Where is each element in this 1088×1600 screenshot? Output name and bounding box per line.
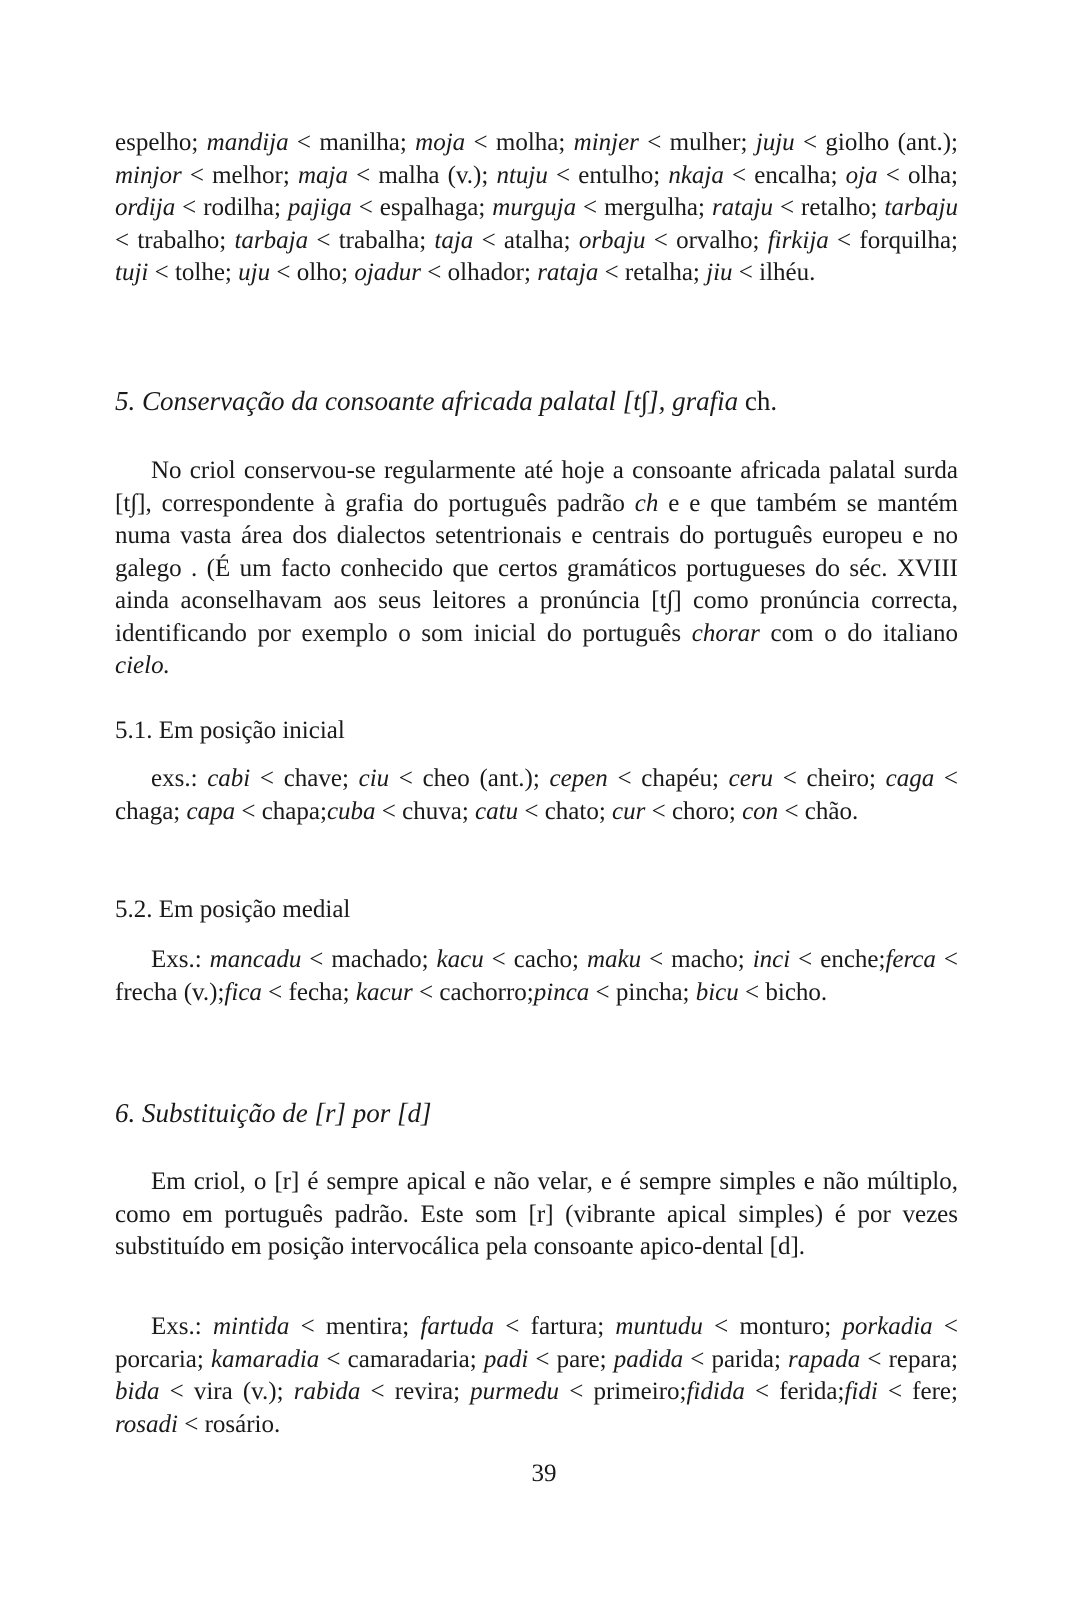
text-run: < primeiro;: [559, 1378, 687, 1405]
text-run: < chave;: [250, 765, 359, 792]
italic-term: jiu: [706, 259, 733, 286]
text-run: < porcaria;: [115, 1313, 958, 1373]
subsection-heading-5-1: 5.1. Em posição inicial: [115, 717, 345, 744]
text-run: Exs.:: [151, 1313, 213, 1340]
text-run: Exs.:: [151, 946, 210, 973]
italic-term: ch: [634, 489, 659, 517]
text-run: < pincha;: [589, 978, 696, 1006]
text-run: < vira (v.);: [159, 1378, 294, 1405]
italic-term: kacur: [355, 978, 413, 1006]
italic-term: catu: [475, 797, 519, 825]
italic-term: tarbaju: [884, 194, 958, 221]
italic-term: rataja: [537, 259, 599, 286]
italic-term: maku: [586, 946, 642, 973]
text-run: < manilha;: [288, 129, 416, 156]
text-run: < chão.: [778, 797, 859, 825]
italic-term: tarbaja: [234, 226, 309, 254]
paragraph-examples-medial: [115, 944, 958, 1009]
italic-term: bida: [115, 1378, 160, 1405]
italic-term: ordija: [115, 194, 176, 221]
text-run: espelho;: [115, 129, 207, 156]
text-run: < chapéu;: [607, 765, 729, 792]
text-run: < chaga;: [115, 765, 958, 825]
text-run: < malha (v.);: [347, 161, 497, 189]
text-run: < olho;: [270, 259, 355, 286]
italic-term: ojadur: [354, 259, 422, 286]
text-run: < cheo (ant.);: [389, 765, 550, 792]
italic-term: uju: [238, 259, 271, 286]
text-run: < frecha (v.);: [115, 946, 959, 1006]
text-run: < choro;: [645, 797, 743, 825]
italic-term: oja: [845, 161, 878, 189]
italic-term: juju: [755, 129, 795, 156]
italic-term: bicu: [695, 978, 739, 1006]
text-run: e e que também se mantém numa vasta área dos dialectos setentrionais e centrais do português europeu e no galego . (É um facto conhecido que certos gramáticos portugueses do séc. XVIII ainda aconselhavam aos seus leitores a pronúncia [t∫] como pronúncia correcta, identificando por exemplo o som inicial do português: [115, 489, 958, 647]
italic-term: mancadu: [209, 946, 302, 973]
paragraph-text: [115, 763, 958, 828]
paragraph-intro-africada: [115, 455, 958, 683]
italic-term: fica: [224, 978, 262, 1006]
paragraph-examples-initial: [115, 763, 958, 828]
italic-term: kacu: [436, 946, 484, 973]
text-run: < giolho (ant.);: [794, 129, 958, 156]
text-run: < mergulha;: [576, 194, 712, 221]
subsection-heading-5-2: 5.2. Em posição medial: [115, 896, 351, 923]
text-run: < trabalho;: [115, 226, 235, 254]
italic-term: minjer: [573, 129, 639, 156]
paragraph-text: [115, 1166, 958, 1264]
section-heading-5-title: 5. Conservação da consoante africada palatal [t∫], grafia: [115, 386, 739, 416]
italic-term: orbaju: [578, 226, 646, 254]
text-run: < rodilha;: [175, 194, 288, 221]
text-run: < rosário.: [177, 1410, 281, 1438]
italic-term: firkija: [767, 226, 829, 254]
text-run: < atalha;: [473, 226, 579, 254]
text-run: < enche;: [790, 946, 886, 973]
italic-term: kamaradia: [210, 1345, 320, 1373]
italic-term: mandija: [206, 129, 289, 156]
italic-term: rapada: [788, 1345, 861, 1373]
italic-term: chorar: [691, 619, 760, 647]
italic-term: ntuju: [496, 161, 548, 189]
text-run: < orvalho;: [645, 226, 768, 254]
text-run: < fartura;: [494, 1313, 616, 1340]
italic-term: caga: [885, 765, 935, 792]
italic-term: tuji: [115, 259, 149, 286]
italic-term: purmedu: [470, 1378, 560, 1405]
italic-term: minjor: [115, 161, 182, 189]
italic-term: rosadi: [115, 1410, 178, 1438]
paragraph-intro-r: [115, 1166, 958, 1264]
paragraph-text: [115, 944, 958, 1009]
italic-term: porkadia: [842, 1313, 933, 1340]
text-run: Em criol, o [r] é sempre apical e não velar, e é sempre simples e não múltiplo, como em português padrão. Este som [r] (vibrante apical simples) é por vezes substituído em posição intervocálica pela consoante apico-dental [d].: [115, 1168, 958, 1260]
text-run: < espalhaga;: [351, 194, 493, 221]
paragraph-examples-r-d: [115, 1311, 958, 1441]
italic-term: ferca: [885, 946, 936, 973]
italic-term: moja: [415, 129, 466, 156]
text-run: No criol conservou-se regularmente até hoje a consoante africada palatal surda [t∫], correspondente à grafia do português padrão: [115, 457, 958, 517]
italic-term: murguja: [492, 194, 577, 221]
italic-term: muntudu: [615, 1313, 703, 1340]
text-run: < ilhéu.: [732, 259, 816, 286]
text-run: < monturo;: [702, 1313, 843, 1340]
italic-term: fidida: [686, 1378, 745, 1405]
italic-term: cabi: [207, 765, 251, 792]
paragraph-text: [115, 455, 958, 683]
text-run: < retalha;: [598, 259, 707, 286]
text-run: < olha;: [877, 161, 958, 189]
text-run: < molha;: [465, 129, 574, 156]
italic-term: pajiga: [287, 194, 352, 221]
text-run: < parida;: [683, 1345, 789, 1373]
italic-term: taja: [434, 226, 474, 254]
italic-term: maja: [297, 161, 348, 189]
text-run: < forquilha;: [828, 226, 958, 254]
italic-term: cuba: [326, 797, 376, 825]
italic-term: rataju: [711, 194, 774, 221]
text-run: < revira;: [360, 1378, 471, 1405]
text-run: < machado;: [301, 946, 437, 973]
text-run: < melhor;: [181, 161, 298, 189]
page-number: 39: [531, 1460, 557, 1487]
paragraph-examples-lh: [115, 127, 958, 290]
text-run: < chuva;: [375, 797, 476, 825]
section-heading-5: [115, 386, 777, 417]
italic-term: ceru: [728, 765, 774, 792]
text-run: < cheiro;: [773, 765, 886, 792]
italic-term: mintida: [212, 1313, 290, 1340]
italic-term: fidi: [844, 1378, 878, 1405]
text-run: < chapa;: [235, 797, 327, 825]
text-run: < macho;: [641, 946, 753, 973]
text-run: < bicho.: [738, 978, 828, 1006]
italic-term: padida: [613, 1345, 684, 1373]
text-run: < cachorro;: [412, 978, 534, 1006]
text-run: < ferida;: [744, 1378, 845, 1405]
text-run: com o do italiano: [759, 619, 958, 647]
paragraph-text: [115, 1311, 958, 1441]
italic-term: con: [742, 797, 779, 825]
italic-term: nkaja: [668, 161, 724, 189]
text-run: < repara;: [860, 1345, 958, 1373]
italic-term: pinca: [533, 978, 590, 1006]
italic-term: padi: [483, 1345, 529, 1373]
text-run: exs.:: [151, 765, 208, 792]
text-run: < cacho;: [483, 946, 587, 973]
text-run: < camaradaria;: [319, 1345, 484, 1373]
text-run: < chato;: [518, 797, 613, 825]
text-run: < tolhe;: [148, 259, 239, 286]
text-run: < trabalha;: [308, 226, 435, 254]
text-run: < fere;: [877, 1378, 958, 1405]
italic-term: cur: [612, 797, 646, 825]
section-heading-6: 6. Substituição de [r] por [d]: [115, 1098, 432, 1128]
paragraph-text: [115, 127, 958, 290]
italic-term: rabida: [293, 1378, 361, 1405]
text-run: < pare;: [528, 1345, 614, 1373]
italic-term: ciu: [358, 765, 390, 792]
text-run: < fecha;: [261, 978, 356, 1006]
section-heading-5-suffix: ch.: [738, 386, 778, 416]
italic-term: inci: [752, 946, 791, 973]
italic-term: capa: [186, 797, 236, 825]
text-run: < retalho;: [773, 194, 885, 221]
text-run: < olhador;: [421, 259, 538, 286]
italic-term: cepen: [549, 765, 608, 792]
italic-term: fartuda: [420, 1313, 495, 1340]
text-run: < mentira;: [289, 1313, 421, 1340]
text-run: < entulho;: [547, 161, 669, 189]
italic-term: cielo.: [115, 652, 170, 679]
text-run: < encalha;: [723, 161, 846, 189]
text-run: < mulher;: [638, 129, 756, 156]
